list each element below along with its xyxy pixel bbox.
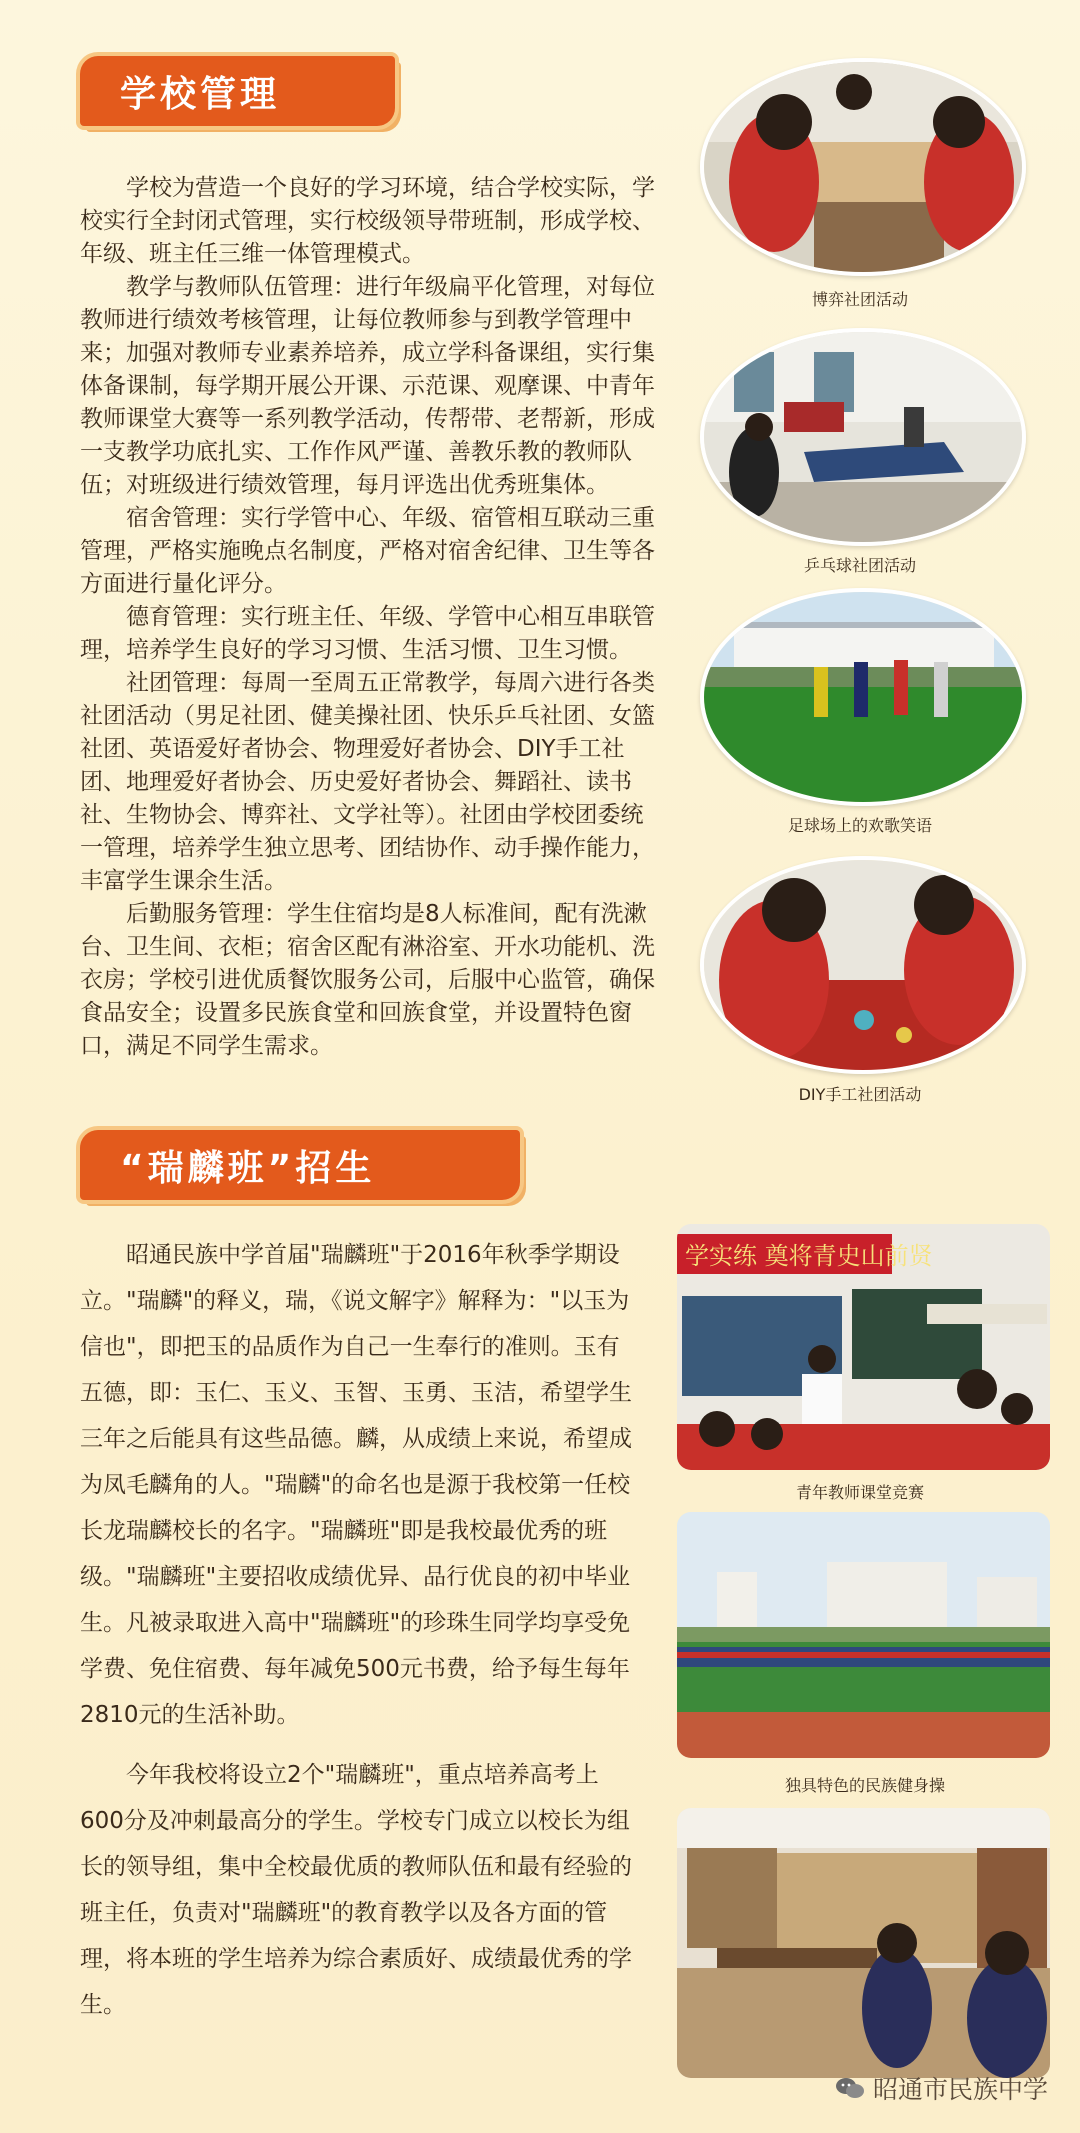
classroom-banner-text: 学实练 奠将青史山前贤 (685, 1242, 933, 1270)
photo-teacher-competition (677, 1224, 1050, 1470)
school-management-text (80, 172, 662, 1063)
section-title-text: “瑞麟班”招生 (120, 1147, 376, 1189)
watermark (835, 2070, 1048, 2106)
photo-diy-club (700, 856, 1026, 1074)
section-title-ruilin-class (80, 1130, 520, 1200)
paragraph: 社团管理：每周一至周五正常教学，每周六进行各类社团活动（男足社团、健美操社团、快乐乒乓社团、女篮社团、英语爱好者协会、物理爱好者协会、DIY手工社团、地理爱好者协会、历史爱好者协会、舞蹈社、读书社、生物协会、博弈社、文学社等）。社团由学校团委统一管理，培养学生独立思考、团结协作、动手操作能力，丰富学生课余生活。 (80, 670, 655, 894)
photo-football-field (700, 588, 1026, 806)
section-title-text: 学校管理 (120, 73, 281, 115)
caption-football-field: 足球场上的欢歌笑语 (787, 816, 932, 835)
paragraph: 后勤服务管理：学生住宿均是8人标准间，配有洗漱台、卫生间、衣柜；宿舍区配有淋浴室、开水功能机、洗衣房；学校引进优质餐饮服务公司，后服中心监管，确保食品安全；设置多民族食堂和回族食堂，并设置特色窗口，满足不同学生需求。 (80, 901, 655, 1059)
photo-library (677, 1808, 1050, 2078)
paragraph: 今年我校将设立2个"瑞麟班"，重点培养高考上600分及冲刺最高分的学生。学校专门成立以校长为组长的领导组，集中全校最优质的教师队伍和最有经验的班主任，负责对"瑞麟班"的教育教学以及各方面的管理，将本班的学生培养为综合素质好、成绩最优秀的学生。 (80, 1762, 632, 2018)
caption-ethnic-fitness-exercise: 独具特色的民族健身操 (784, 1776, 945, 1795)
caption-teacher-competition: 青年教师课堂竞赛 (795, 1483, 924, 1502)
caption-table-tennis-club: 乒乓球社团活动 (803, 556, 916, 575)
caption-diy-club: DIY手工社团活动 (798, 1085, 922, 1104)
caption-chess-club: 博弈社团活动 (811, 290, 908, 309)
paragraph: 宿舍管理：实行学管中心、年级、宿管相互联动三重管理，严格实施晚点名制度，严格对宿舍纪律、卫生等各方面进行量化评分。 (80, 505, 655, 597)
photo-table-tennis-club (700, 328, 1026, 546)
wechat-icon (835, 2076, 865, 2100)
photo-ethnic-fitness-exercise (677, 1512, 1050, 1758)
photo-chess-club (700, 58, 1026, 276)
paragraph: 教学与教师队伍管理：进行年级扁平化管理，对每位教师进行绩效考核管理，让每位教师参与到教学管理中来；加强对教师专业素养培养，成立学科备课组，实行集体备课制，每学期开展公开课、示范课、观摩课、中青年教师课堂大赛等一系列教学活动，传帮带、老帮新，形成一支教学功底扎实、工作作风严谨、善教乐教的教师队伍；对班级进行绩效管理，每月评选出优秀班集体。 (80, 274, 655, 498)
section-title-school-management (80, 56, 395, 126)
paragraph: 德育管理：实行班主任、年级、学管中心相互串联管理，培养学生良好的学习习惯、生活习惯、卫生习惯。 (80, 604, 655, 663)
paragraph: 昭通民族中学首届"瑞麟班"于2016年秋季学期设立。"瑞麟"的释义，瑞，《说文解字》解释为："以玉为信也"，即把玉的品质作为自己一生奉行的准则。玉有五德，即：玉仁、玉义、玉智、玉勇、玉洁，希望学生三年之后能具有这些品德。麟，从成绩上来说，希望成为凤毛麟角的人。"瑞麟"的命名也是源于我校第一任校长龙瑞麟校长的名字。"瑞麟班"即是我校最优秀的班级。"瑞麟班"主要招收成绩优异、品行优良的初中毕业生。凡被录取进入高中"瑞麟班"的珍珠生同学均享受免学费、免住宿费、每年减免500元书费，给予每生每年2810元的生活补助。 (80, 1242, 632, 1728)
watermark-text: 昭通市民族中学 (872, 2075, 1048, 2104)
ruilin-class-text (80, 1232, 640, 2028)
paragraph: 学校为营造一个良好的学习环境，结合学校实际，学校实行全封闭式管理，实行校级领导带班制，形成学校、年级、班主任三维一体管理模式。 (80, 175, 655, 267)
